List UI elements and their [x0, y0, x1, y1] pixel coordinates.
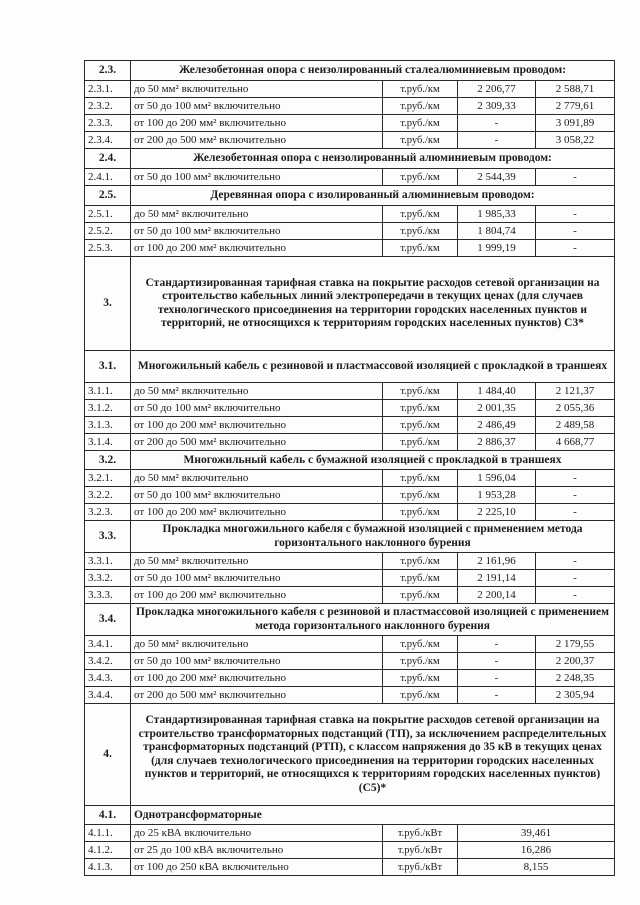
- table-row: [85, 169, 615, 186]
- row-description: от 50 до 100 мм² включительно: [131, 98, 383, 115]
- section-title: Стандартизированная тарифная ставка на покрытие расходов сетевой организации на строительство трансформаторных подстанций (ТП), за исключением распределительных трансформаторных подстанций (РТП), с классом напряжения до 35 кВ в текущих ценах (для случаев технологического присоединения на территории городских населенных пунктов и территорий, не относящихся к территориям городских населенных пунктов) (С5)*: [131, 704, 615, 806]
- row-value-1: 2 225,10: [458, 504, 536, 521]
- row-description: от 50 до 100 мм² включительно: [131, 400, 383, 417]
- row-description: до 50 мм² включительно: [131, 383, 383, 400]
- row-unit: т.руб./км: [383, 653, 458, 670]
- table-row: [85, 383, 615, 400]
- section-code: 2.5.: [85, 186, 131, 206]
- row-unit: т.руб./км: [383, 206, 458, 223]
- section-title: Многожильный кабель с бумажной изоляцией с прокладкой в траншеях: [131, 451, 615, 470]
- row-value-1: 2 544,39: [458, 169, 536, 186]
- row-unit: т.руб./км: [383, 115, 458, 132]
- row-unit: т.руб./км: [383, 587, 458, 604]
- row-code: 3.1.2.: [85, 400, 131, 417]
- row-value-2: 2 248,35: [536, 670, 615, 687]
- row-description: от 200 до 500 мм² включительно: [131, 434, 383, 451]
- row-value-2: 2 489,58: [536, 417, 615, 434]
- row-code: 3.4.2.: [85, 653, 131, 670]
- row-description: от 200 до 500 мм² включительно: [131, 687, 383, 704]
- row-value-1: -: [458, 132, 536, 149]
- row-unit: т.руб./км: [383, 487, 458, 504]
- section-row: [85, 521, 615, 553]
- table-row: [85, 223, 615, 240]
- row-unit: т.руб./км: [383, 223, 458, 240]
- table-row: [85, 132, 615, 149]
- row-code: 2.3.2.: [85, 98, 131, 115]
- row-code: 2.4.1.: [85, 169, 131, 186]
- row-unit: т.руб./км: [383, 470, 458, 487]
- row-value-1: -: [458, 636, 536, 653]
- row-code: 3.3.1.: [85, 553, 131, 570]
- table-row: [85, 417, 615, 434]
- table-row: [85, 81, 615, 98]
- row-value-2: -: [536, 169, 615, 186]
- table-row: [85, 115, 615, 132]
- row-code: 2.5.2.: [85, 223, 131, 240]
- section-code: 3.: [85, 257, 131, 351]
- section-row: [85, 61, 615, 81]
- row-unit: т.руб./кВт: [383, 842, 458, 859]
- section-title: Прокладка многожильного кабеля с резиновой и пластмассовой изоляцией с применением метода горизонтального наклонного бурения: [131, 604, 615, 636]
- row-value-2: 2 055,36: [536, 400, 615, 417]
- row-value-1: -: [458, 115, 536, 132]
- row-code: 2.3.1.: [85, 81, 131, 98]
- table-row: [85, 587, 615, 604]
- row-description: до 50 мм² включительно: [131, 206, 383, 223]
- table-row: [85, 653, 615, 670]
- table-row: [85, 434, 615, 451]
- row-description: от 50 до 100 мм² включительно: [131, 487, 383, 504]
- row-value-2: 2 779,61: [536, 98, 615, 115]
- row-value-1: 2 001,35: [458, 400, 536, 417]
- row-value-2: -: [536, 240, 615, 257]
- row-unit: т.руб./км: [383, 570, 458, 587]
- table-row: [85, 504, 615, 521]
- section-row: [85, 257, 615, 351]
- row-value-2: -: [536, 487, 615, 504]
- table-row: [85, 553, 615, 570]
- row-code: 3.2.2.: [85, 487, 131, 504]
- row-value-2: 3 091,89: [536, 115, 615, 132]
- row-value: 39,461: [458, 825, 615, 842]
- table-row: [85, 487, 615, 504]
- row-unit: т.руб./км: [383, 240, 458, 257]
- row-code: 3.2.1.: [85, 470, 131, 487]
- table-row: [85, 636, 615, 653]
- section-row: [85, 149, 615, 169]
- row-value-2: -: [536, 570, 615, 587]
- row-code: 3.4.3.: [85, 670, 131, 687]
- table-row: [85, 400, 615, 417]
- table-row: [85, 98, 615, 115]
- row-unit: т.руб./км: [383, 636, 458, 653]
- row-code: 2.5.3.: [85, 240, 131, 257]
- row-value-1: 2 161,96: [458, 553, 536, 570]
- row-value-1: 1 484,40: [458, 383, 536, 400]
- row-code: 3.2.3.: [85, 504, 131, 521]
- row-code: 3.4.1.: [85, 636, 131, 653]
- row-code: 4.1.1.: [85, 825, 131, 842]
- row-description: до 25 кВА включительно: [131, 825, 383, 842]
- row-value-1: -: [458, 653, 536, 670]
- row-value-1: -: [458, 670, 536, 687]
- row-code: 3.3.3.: [85, 587, 131, 604]
- section-code: 3.3.: [85, 521, 131, 553]
- row-unit: т.руб./км: [383, 400, 458, 417]
- table-row: [85, 206, 615, 223]
- row-unit: т.руб./км: [383, 670, 458, 687]
- row-unit: т.руб./км: [383, 98, 458, 115]
- row-value-2: -: [536, 504, 615, 521]
- row-unit: т.руб./км: [383, 81, 458, 98]
- row-description: от 100 до 200 мм² включительно: [131, 115, 383, 132]
- row-value-2: 2 121,37: [536, 383, 615, 400]
- row-code: 2.5.1.: [85, 206, 131, 223]
- row-value-2: 2 588,71: [536, 81, 615, 98]
- row-value-2: 2 200,37: [536, 653, 615, 670]
- section-row: [85, 451, 615, 470]
- row-description: до 50 мм² включительно: [131, 470, 383, 487]
- row-value-2: -: [536, 470, 615, 487]
- row-description: от 50 до 100 мм² включительно: [131, 223, 383, 240]
- row-code: 3.4.4.: [85, 687, 131, 704]
- table-row: [85, 859, 615, 876]
- row-value-1: 1 985,33: [458, 206, 536, 223]
- row-description: от 50 до 100 мм² включительно: [131, 570, 383, 587]
- row-value: 16,286: [458, 842, 615, 859]
- row-description: до 50 мм² включительно: [131, 553, 383, 570]
- row-value-1: 2 200,14: [458, 587, 536, 604]
- section-code: 3.2.: [85, 451, 131, 470]
- table-row: [85, 240, 615, 257]
- row-code: 2.3.3.: [85, 115, 131, 132]
- row-value-1: 2 886,37: [458, 434, 536, 451]
- section-title: Железобетонная опора с неизолированный сталеалюминиевым проводом:: [131, 61, 615, 81]
- row-description: от 50 до 100 мм² включительно: [131, 169, 383, 186]
- section-row: [85, 186, 615, 206]
- row-value-1: 1 804,74: [458, 223, 536, 240]
- tariff-table-body: [85, 61, 615, 876]
- section-title: Стандартизированная тарифная ставка на покрытие расходов сетевой организации на строительство кабельных линий электропередачи в текущих ценах (для случаев технологического присоединения на территории городских населенных пунктов и территорий, не относящихся к территориям городских населенных пунктов) С3*: [131, 257, 615, 351]
- row-value-2: -: [536, 223, 615, 240]
- row-value-1: 1 999,19: [458, 240, 536, 257]
- row-unit: т.руб./км: [383, 132, 458, 149]
- table-row: [85, 687, 615, 704]
- row-description: от 25 до 100 кВА включительно: [131, 842, 383, 859]
- row-unit: т.руб./км: [383, 504, 458, 521]
- section-code: 4.: [85, 704, 131, 806]
- row-value-2: 4 668,77: [536, 434, 615, 451]
- row-unit: т.руб./кВт: [383, 825, 458, 842]
- section-row: [85, 351, 615, 383]
- table-row: [85, 670, 615, 687]
- row-code: 3.1.3.: [85, 417, 131, 434]
- row-value-2: 3 058,22: [536, 132, 615, 149]
- section-title: Прокладка многожильного кабеля с бумажной изоляцией с применением метода горизонтального наклонного бурения: [131, 521, 615, 553]
- row-unit: т.руб./км: [383, 434, 458, 451]
- section-title: Многожильный кабель с резиновой и пластмассовой изоляцией с прокладкой в траншеях: [131, 351, 615, 383]
- table-row: [85, 842, 615, 859]
- section-code: 3.4.: [85, 604, 131, 636]
- row-unit: т.руб./км: [383, 169, 458, 186]
- row-code: 3.1.4.: [85, 434, 131, 451]
- row-value-2: -: [536, 206, 615, 223]
- section-code: 2.4.: [85, 149, 131, 169]
- section-title: Железобетонная опора с неизолированный алюминиевым проводом:: [131, 149, 615, 169]
- section-title: Деревянная опора с изолированный алюминиевым проводом:: [131, 186, 615, 206]
- section-code: 2.3.: [85, 61, 131, 81]
- row-value-1: 1 953,28: [458, 487, 536, 504]
- row-description: от 100 до 200 мм² включительно: [131, 670, 383, 687]
- row-value-2: -: [536, 587, 615, 604]
- row-value-1: 2 206,77: [458, 81, 536, 98]
- row-code: 3.1.1.: [85, 383, 131, 400]
- row-description: от 200 до 500 мм² включительно: [131, 132, 383, 149]
- section-row: [85, 604, 615, 636]
- row-unit: т.руб./км: [383, 687, 458, 704]
- row-value-1: 2 486,49: [458, 417, 536, 434]
- row-value-2: 2 179,55: [536, 636, 615, 653]
- row-description: от 100 до 200 мм² включительно: [131, 417, 383, 434]
- row-description: от 50 до 100 мм² включительно: [131, 653, 383, 670]
- row-value-2: -: [536, 553, 615, 570]
- row-value-1: -: [458, 687, 536, 704]
- row-description: от 100 до 250 кВА включительно: [131, 859, 383, 876]
- row-code: 3.3.2.: [85, 570, 131, 587]
- row-description: от 100 до 200 мм² включительно: [131, 240, 383, 257]
- row-unit: т.руб./км: [383, 553, 458, 570]
- table-row: [85, 470, 615, 487]
- row-code: 4.1.2.: [85, 842, 131, 859]
- row-value-1: 1 596,04: [458, 470, 536, 487]
- table-row: [85, 570, 615, 587]
- row-value: 8,155: [458, 859, 615, 876]
- row-code: 4.1.3.: [85, 859, 131, 876]
- row-description: от 100 до 200 мм² включительно: [131, 504, 383, 521]
- row-value-2: 2 305,94: [536, 687, 615, 704]
- section-row: [85, 806, 615, 825]
- row-value-1: 2 191,14: [458, 570, 536, 587]
- row-description: до 50 мм² включительно: [131, 81, 383, 98]
- section-row: [85, 704, 615, 806]
- row-unit: т.руб./км: [383, 383, 458, 400]
- row-description: до 50 мм² включительно: [131, 636, 383, 653]
- row-description: от 100 до 200 мм² включительно: [131, 587, 383, 604]
- row-unit: т.руб./км: [383, 417, 458, 434]
- row-value-1: 2 309,33: [458, 98, 536, 115]
- section-code: 3.1.: [85, 351, 131, 383]
- section-title: Однотрансформаторные: [131, 806, 615, 825]
- table-row: [85, 825, 615, 842]
- tariff-table: [84, 60, 615, 876]
- row-unit: т.руб./кВт: [383, 859, 458, 876]
- row-code: 2.3.4.: [85, 132, 131, 149]
- section-code: 4.1.: [85, 806, 131, 825]
